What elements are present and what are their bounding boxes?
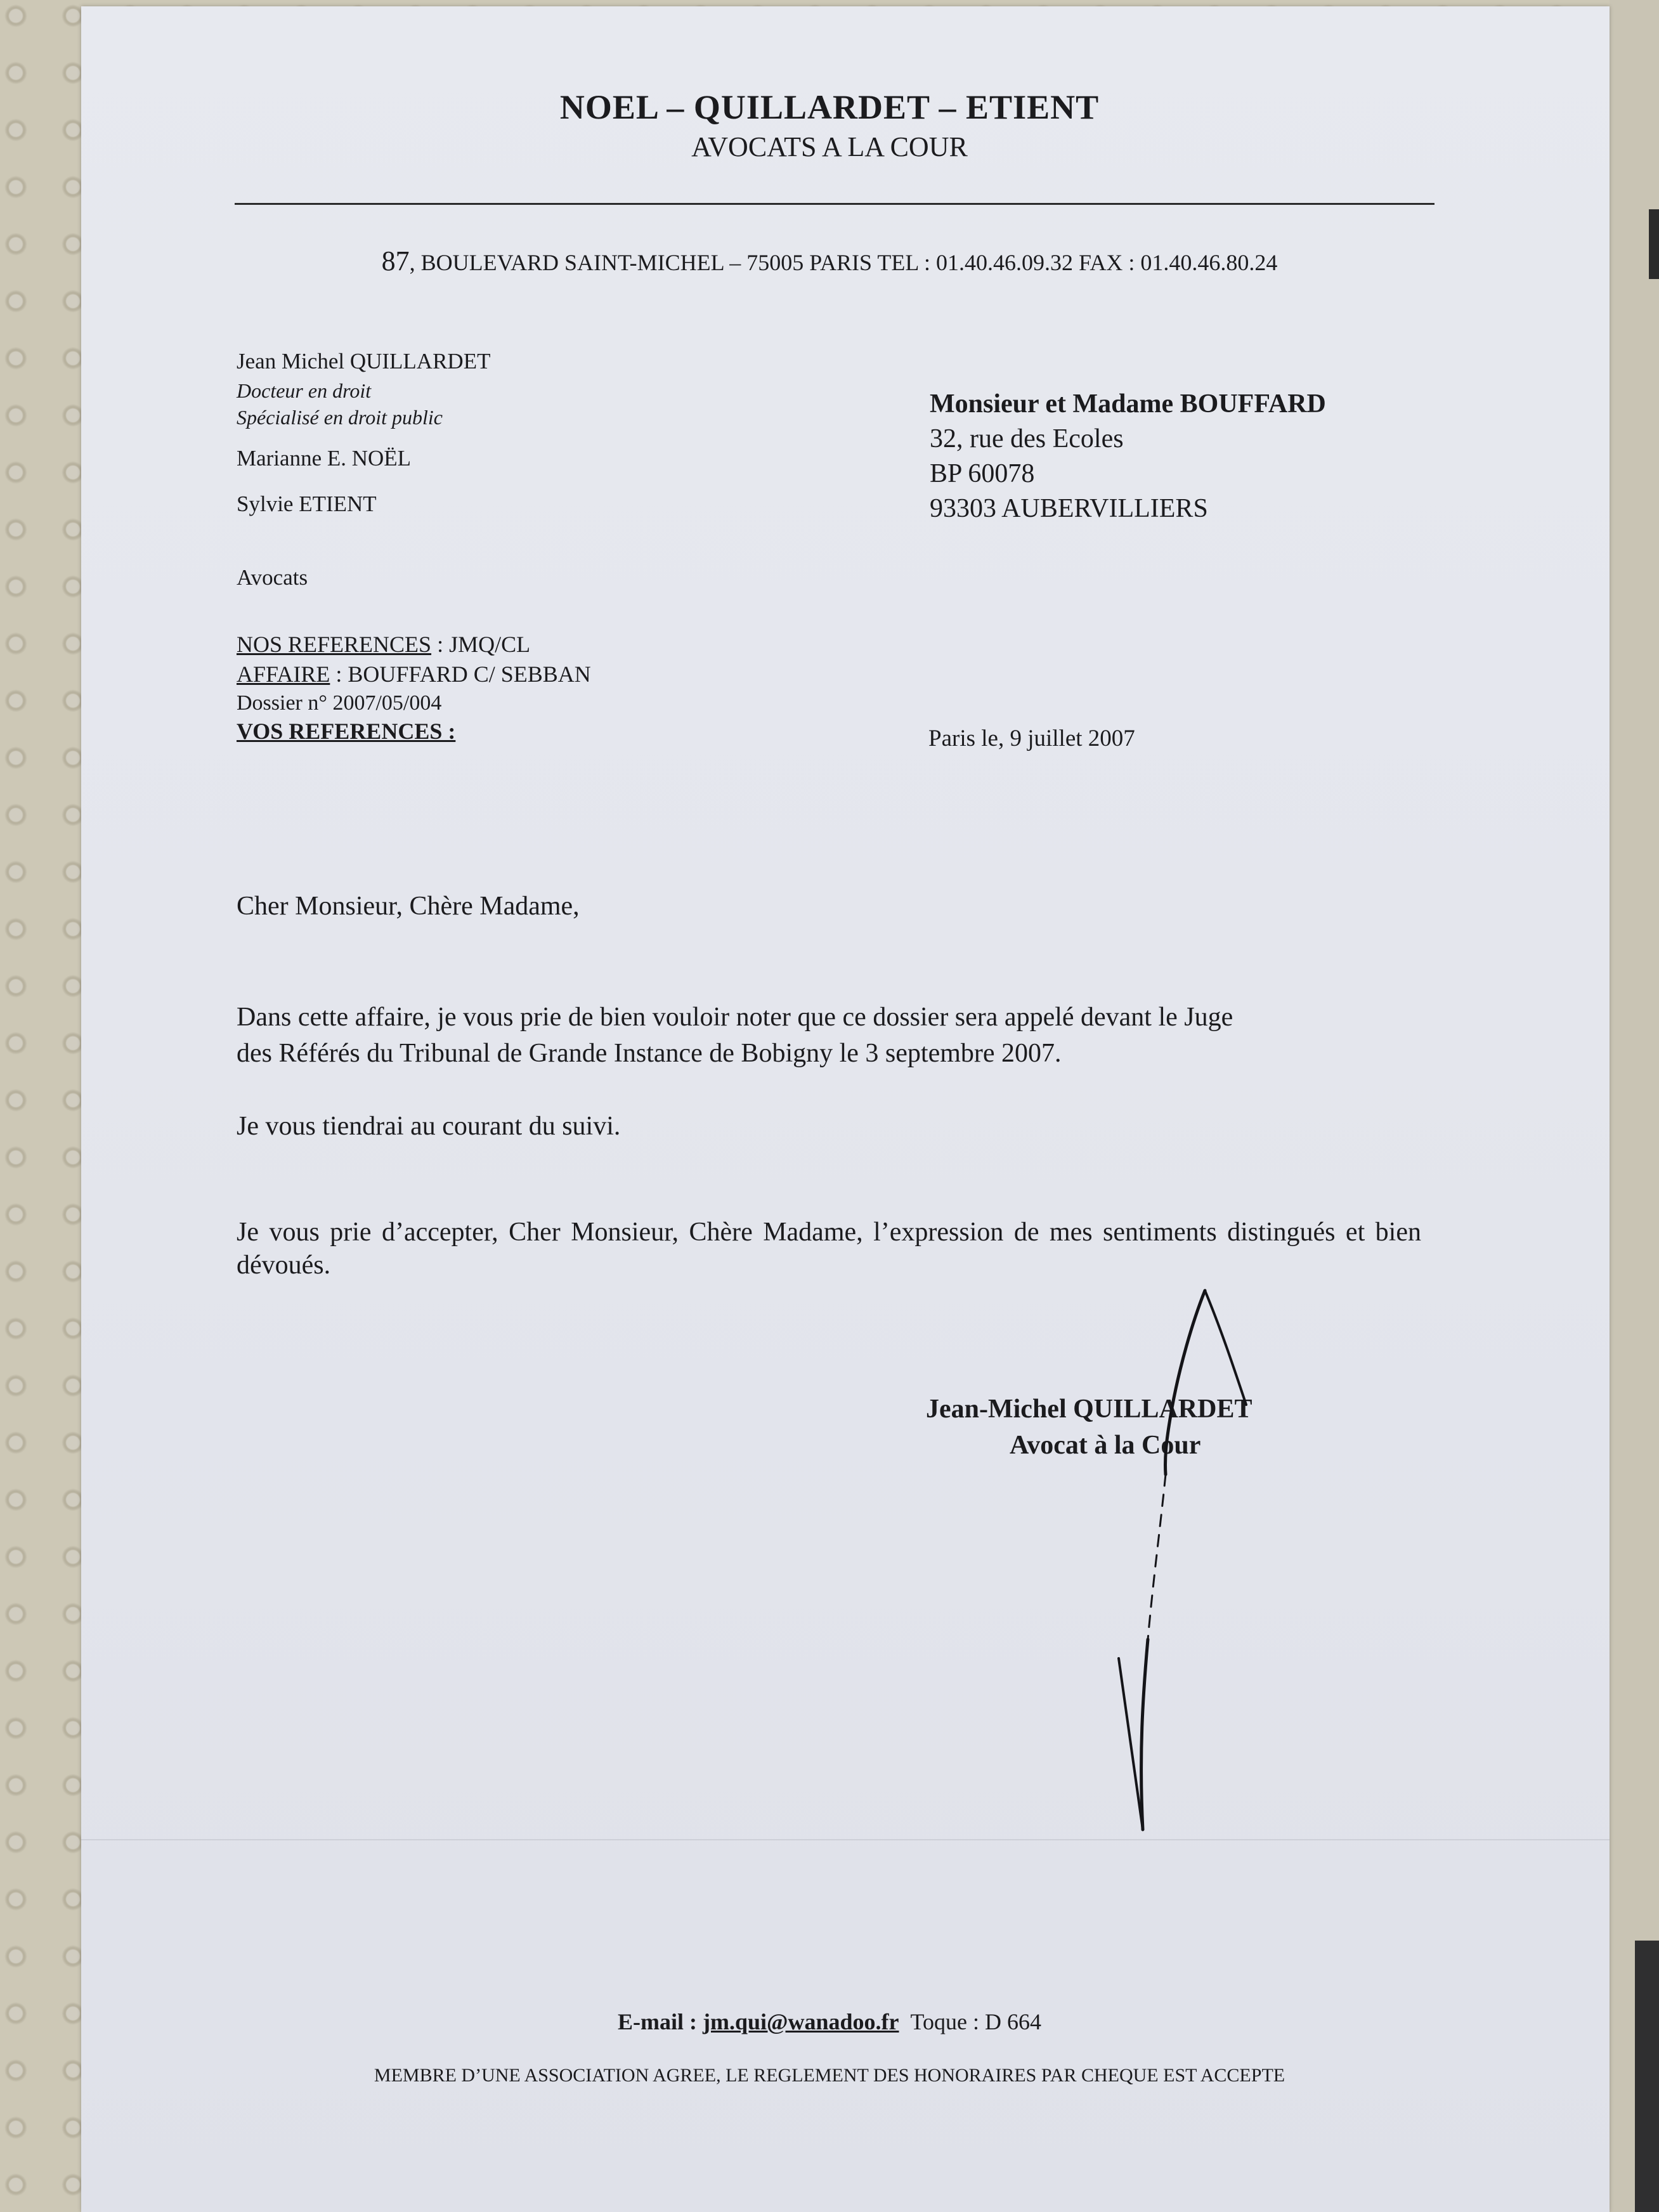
lawyers-role: Avocats xyxy=(237,565,308,590)
case-label: AFFAIRE xyxy=(237,661,330,687)
case-reference xyxy=(237,661,591,687)
email-label: E-mail : xyxy=(618,2009,697,2034)
paper-fold xyxy=(81,1839,1610,1840)
our-references xyxy=(237,631,530,658)
salutation: Cher Monsieur, Chère Madame, xyxy=(237,892,580,921)
letter-page xyxy=(81,6,1610,2212)
background-edge xyxy=(1610,0,1659,2212)
case-value: : BOUFFARD C/ SEBBAN xyxy=(330,661,591,687)
address-rest: , BOULEVARD SAINT-MICHEL – 75005 PARIS TEL : 01.40.46.09.32 FAX : 01.40.46.80.24 xyxy=(409,250,1278,275)
your-references-label: VOS REFERENCES : xyxy=(237,719,456,744)
recipient-address-line: 93303 AUBERVILLIERS xyxy=(930,494,1208,523)
address-number: 87 xyxy=(381,245,410,276)
lawyer-name: Sylvie ETIENT xyxy=(237,491,377,516)
handwritten-signature xyxy=(1103,1284,1268,1842)
lawyer-name: Jean Michel QUILLARDET xyxy=(237,349,491,374)
letter-date: Paris le, 9 juillet 2007 xyxy=(928,725,1135,751)
body-paragraph: Je vous tiendrai au courant du suivi. xyxy=(237,1112,621,1141)
body-paragraph-line: des Référés du Tribunal de Grande Instance de Bobigny le 3 septembre 2007. xyxy=(237,1039,1062,1068)
our-references-label: NOS REFERENCES xyxy=(237,632,432,657)
firm-name: NOEL – QUILLARDET – ETIENT xyxy=(559,88,1100,126)
recipient-address-line: BP 60078 xyxy=(930,459,1035,488)
firm-address xyxy=(0,245,1659,277)
footer-note: MEMBRE D’UNE ASSOCIATION AGREE, LE REGLEMENT DES HONORAIRES PAR CHEQUE EST ACCEPTE xyxy=(374,2065,1285,2086)
body-paragraph-line: Dans cette affaire, je vous prie de bien vouloir noter que ce dossier sera appelé devant le Juge xyxy=(237,1003,1233,1032)
recipient-name: Monsieur et Madame BOUFFARD xyxy=(930,389,1326,419)
lawyer-name: Marianne E. NOËL xyxy=(237,446,412,471)
signatory-title: Avocat à la Cour xyxy=(1010,1431,1201,1460)
header-divider xyxy=(235,203,1435,205)
firm-subtitle: AVOCATS A LA COUR xyxy=(691,131,968,162)
recipient-address-line: 32, rue des Ecoles xyxy=(930,424,1124,453)
signatory-name: Jean-Michel QUILLARDET xyxy=(926,1395,1252,1424)
file-number: Dossier n° 2007/05/004 xyxy=(237,691,442,715)
lawyer-title: Spécialisé en droit public xyxy=(237,406,443,429)
toque-number: Toque : D 664 xyxy=(910,2009,1041,2034)
closing-paragraph: Je vous prie d’accepter, Cher Monsieur, Chère Madame, l’expression de mes sentiments distingués et bien dévoués. xyxy=(237,1218,1421,1280)
footer-contact xyxy=(0,2008,1659,2035)
email-link[interactable]: jm.qui@wanadoo.fr xyxy=(703,2009,899,2034)
our-references-value: : JMQ/CL xyxy=(431,632,531,657)
lawyer-title: Docteur en droit xyxy=(237,379,372,402)
